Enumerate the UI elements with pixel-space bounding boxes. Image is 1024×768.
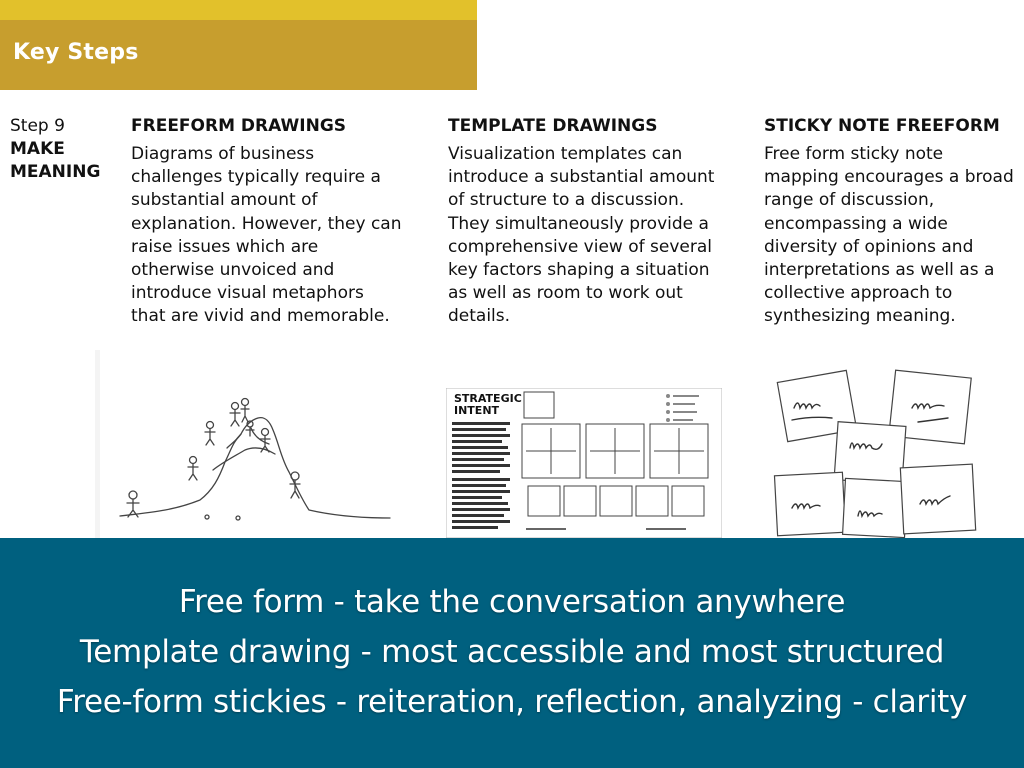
step-number: Step 9 (10, 116, 65, 136)
text-line: explanation. However, they can (131, 213, 402, 234)
text-line: collective approach to (764, 283, 953, 304)
freeform-drawings-heading: FREEFORM DRAWINGS (131, 116, 347, 136)
text-line: Free form sticky note (764, 144, 944, 164)
key-steps-title: Key Steps (13, 40, 139, 65)
text-line: substantial amount of (131, 190, 318, 211)
text-line: Visualization templates can (448, 144, 683, 164)
template-drawings-heading: TEMPLATE DRAWINGS (448, 116, 658, 136)
template-title-line: STRATEGIC (454, 392, 522, 405)
freeform-mountain-sketch (95, 350, 415, 538)
sticky-note-freeform-text (764, 143, 1014, 329)
step-name-line: MAKE (10, 139, 65, 159)
sticky-note-freeform-heading: STICKY NOTE FREEFORM (764, 116, 1000, 136)
text-line: of structure to a discussion. (448, 190, 685, 211)
template-title-line: INTENT (454, 404, 500, 417)
text-line: as well as room to work out (448, 283, 683, 304)
text-line: They simultaneously provide a (448, 213, 709, 234)
text-line: mapping encourages a broad (764, 167, 1014, 188)
step-name-line: MEANING (10, 162, 101, 182)
caption-line: Free form - take the conversation anywhere (178, 584, 846, 620)
text-line: introduce a substantial amount (448, 167, 715, 188)
text-line: comprehensive view of several (448, 236, 712, 257)
step-name (10, 138, 120, 184)
text-line: range of discussion, (764, 190, 935, 211)
text-line: diversity of opinions and (764, 236, 974, 257)
text-line: Diagrams of business (131, 144, 315, 164)
text-line: details. (448, 306, 511, 327)
text-line: otherwise unvoiced and (131, 260, 335, 281)
text-line: encompassing a wide (764, 213, 948, 234)
text-line: raise issues which are (131, 236, 319, 257)
text-line: interpretations as well as a (764, 260, 995, 281)
header-accent-bar (0, 0, 477, 20)
text-line: synthesizing meaning. (764, 306, 956, 327)
strategic-intent-template (446, 388, 722, 538)
text-line: that are vivid and memorable. (131, 306, 390, 327)
freeform-drawings-text (131, 143, 401, 329)
text-line: introduce visual metaphors (131, 283, 364, 304)
caption-line: Template drawing - most accessible and most structured (79, 634, 945, 670)
sticky-notes-illustration (770, 368, 1024, 538)
caption-line: Free-form stickies - reiteration, reflection, analyzing - clarity (56, 684, 968, 720)
template-drawings-text (448, 143, 714, 329)
text-line: key factors shaping a situation (448, 260, 710, 281)
text-line: challenges typically require a (131, 167, 381, 188)
